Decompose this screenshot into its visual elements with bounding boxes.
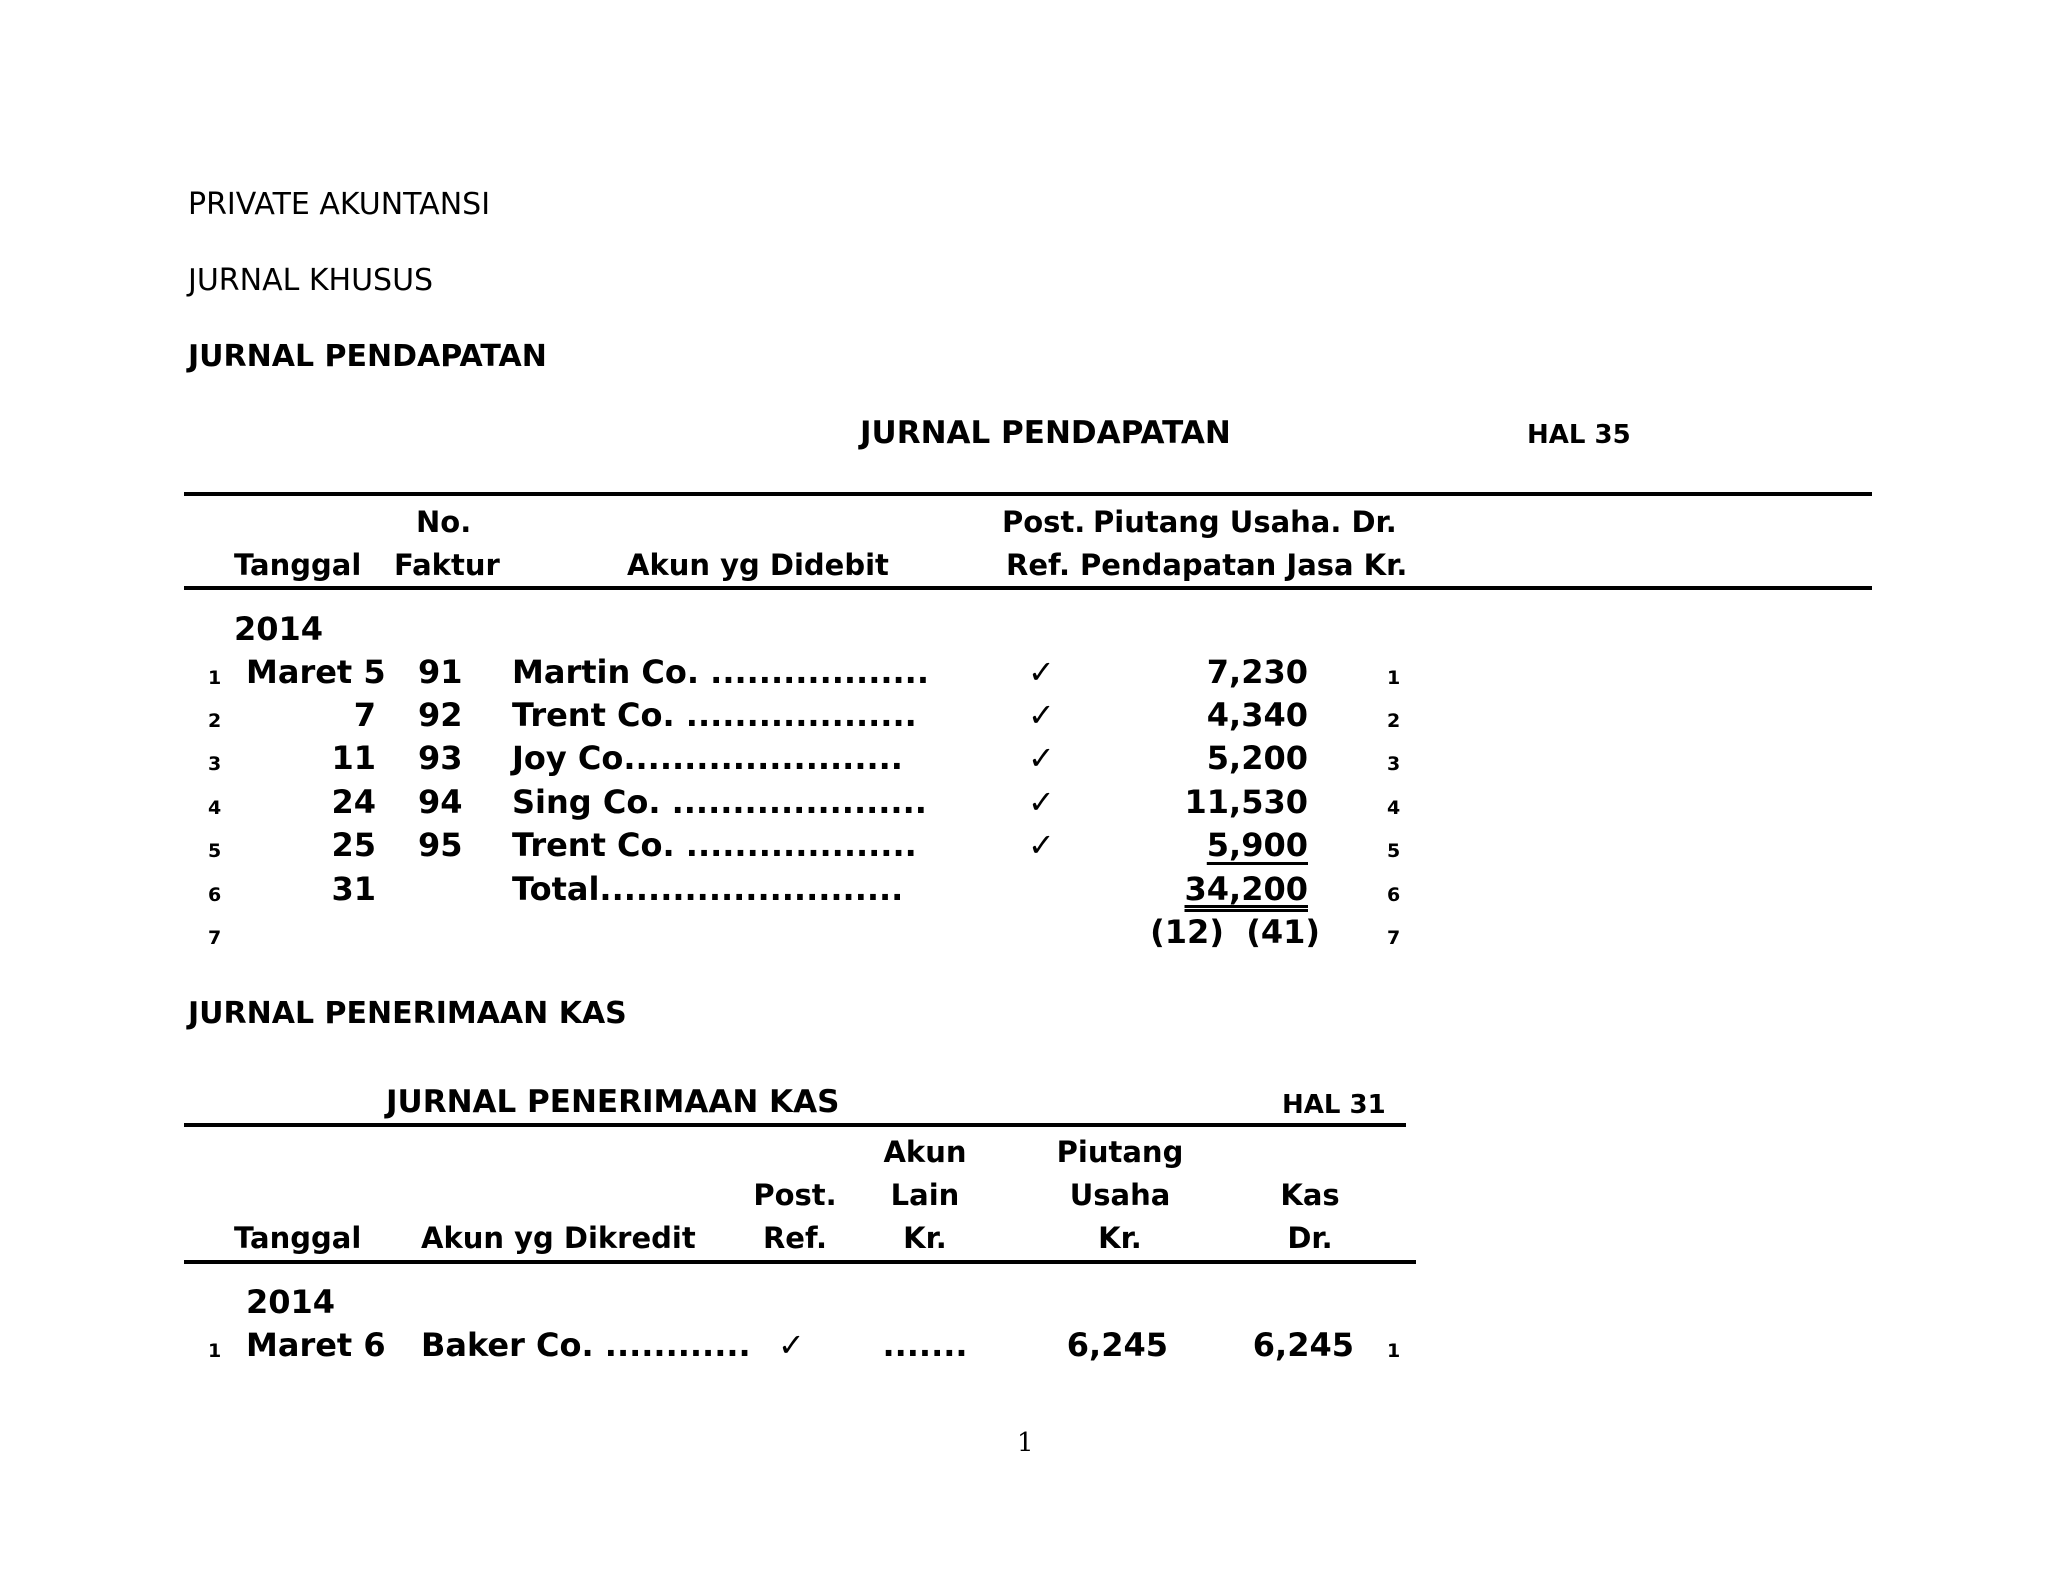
jpk-header-tanggal: Tanggal [234,1221,362,1255]
jp-header-rule [184,586,1872,590]
row-kas: 6,245 [1252,1326,1354,1364]
total-amount: 34,200 [1184,870,1308,908]
section-heading-penerimaan-kas: JURNAL PENERIMAAN KAS [188,996,627,1031]
jpk-header-kas-1: Kas [1280,1178,1340,1212]
jp-header-amount-top: Piutang Usaha. Dr. [1093,505,1397,539]
row-lain: ....... [882,1326,968,1364]
jp-year: 2014 [234,610,324,648]
row-akun: Trent Co. ................... [512,696,917,734]
row-date: 31 [331,870,376,908]
check-icon: ✓ [1028,826,1055,864]
row-faktur: 91 [418,653,463,691]
check-icon: ✓ [778,1326,805,1364]
line-number: 3 [208,753,222,775]
row-date: Maret 6 [246,1326,386,1364]
jpk-top-rule [184,1123,1406,1127]
company-name: PRIVATE AKUNTANSI [188,187,491,222]
row-akun: Joy Co....................... [512,739,903,777]
jp-header-faktur: Faktur [394,548,500,582]
page-number: 1 [1017,1428,1034,1458]
check-icon: ✓ [1028,653,1055,691]
line-number-right: 6 [1387,884,1401,906]
line-number: 1 [208,1340,222,1362]
jp-header-ref: Ref. [1006,548,1071,582]
line-number: 1 [208,667,222,689]
check-icon: ✓ [1028,696,1055,734]
jpk-header-rule [184,1260,1416,1264]
row-date: 11 [331,739,376,777]
jpk-title: JURNAL PENERIMAAN KAS [386,1084,840,1120]
row-akun: Sing Co. ..................... [512,783,927,821]
line-number-right: 1 [1387,667,1401,689]
row-amount: 5,200 [1206,739,1308,777]
line-number: 2 [208,710,222,732]
posting-references: (12) (41) [1150,913,1320,951]
line-number: 7 [208,927,222,949]
row-piutang: 6,245 [1066,1326,1168,1364]
jpk-header-lain-1: Akun [883,1135,967,1169]
row-date: Maret 5 [246,653,386,691]
row-date: 7 [353,696,376,734]
row-faktur: 95 [418,826,463,864]
jpk-header-ref: Ref. [762,1221,828,1255]
line-number: 6 [208,884,222,906]
line-number: 5 [208,840,222,862]
line-number-right: 3 [1387,753,1401,775]
document-subtitle: JURNAL KHUSUS [188,263,434,298]
jpk-header-lain-2: Lain [890,1178,960,1212]
jpk-header-piutang-3: Kr. [1098,1221,1142,1255]
jp-header-amount-bottom: Pendapatan Jasa Kr. [1080,548,1408,582]
row-akun: Baker Co. ............ [421,1326,751,1364]
row-faktur: 94 [418,783,463,821]
line-number-right: 1 [1387,1340,1401,1362]
row-faktur: 92 [418,696,463,734]
jpk-year: 2014 [246,1283,336,1321]
row-amount: 4,340 [1206,696,1308,734]
row-amount: 5,900 [1206,826,1308,864]
row-date: 25 [331,826,376,864]
row-faktur: 93 [418,739,463,777]
jp-header-tanggal: Tanggal [234,548,362,582]
row-amount: 7,230 [1206,653,1308,691]
jp-title: JURNAL PENDAPATAN [860,415,1231,451]
section-heading-pendapatan: JURNAL PENDAPATAN [188,339,547,374]
jpk-header-post: Post. [753,1178,837,1212]
check-icon: ✓ [1028,783,1055,821]
jp-top-rule [184,492,1872,496]
jp-header-akun: Akun yg Didebit [627,548,889,582]
jpk-header-piutang-1: Piutang [1056,1135,1184,1169]
jpk-header-kas-2: Dr. [1287,1221,1333,1255]
row-akun: Martin Co. .................. [512,653,929,691]
jpk-header-piutang-2: Usaha [1069,1178,1171,1212]
jpk-header-lain-3: Kr. [903,1221,947,1255]
jp-header-post: Post. [1002,505,1086,539]
row-akun: Trent Co. ................... [512,826,917,864]
jpk-page-label: HAL 31 [1282,1090,1386,1120]
line-number: 4 [208,797,222,819]
check-icon: ✓ [1028,739,1055,777]
jpk-header-akun: Akun yg Dikredit [421,1221,696,1255]
row-amount: 11,530 [1184,783,1308,821]
line-number-right: 2 [1387,710,1401,732]
row-akun: Total......................... [512,870,904,908]
line-number-right: 7 [1387,927,1401,949]
row-date: 24 [331,783,376,821]
line-number-right: 5 [1387,840,1401,862]
jp-page-label: HAL 35 [1527,420,1631,450]
line-number-right: 4 [1387,797,1401,819]
jp-header-no: No. [416,505,472,539]
